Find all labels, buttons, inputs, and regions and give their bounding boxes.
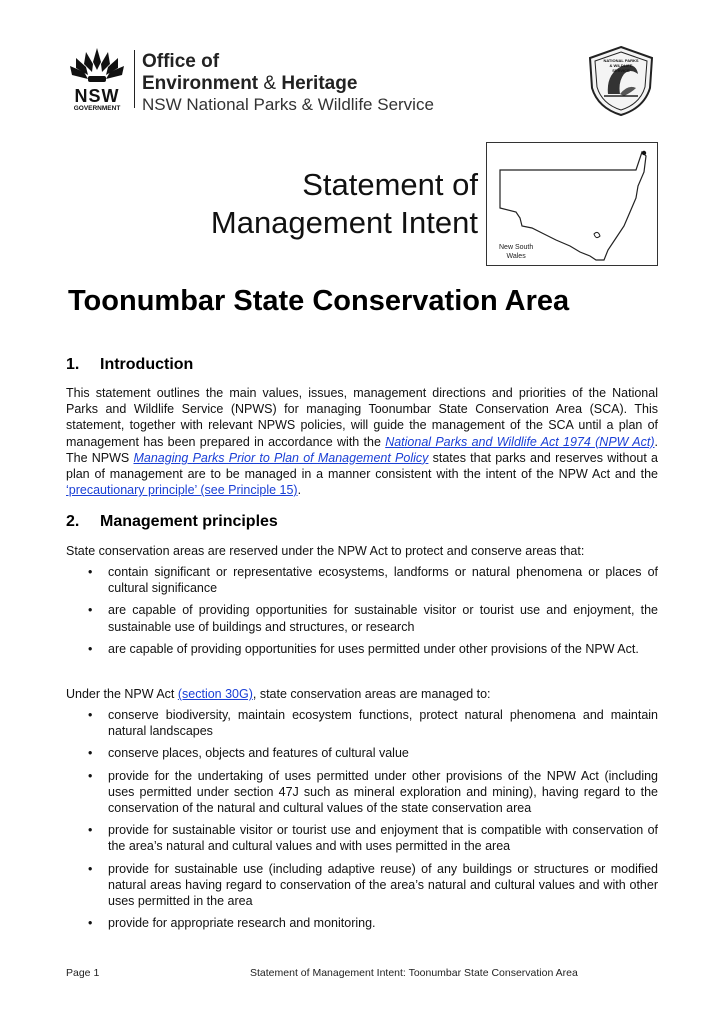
intro-text-1: This statement outlines the main values, issues, management directions and priorities of the National Parks and Wildlife Service (NPWS) for managing Toonumbar State Conservation Area (SCA). This statement, together with relevant NPWS policies, will guide the management of the SCA until a plan of management has been prepared in accordance with the (66, 386, 658, 449)
footer-document-title: Statement of Management Intent: Toonumbar State Conservation Area (250, 967, 578, 979)
npw-act-link[interactable]: National Parks and Wildlife Act 1974 (NPW Act) (385, 434, 655, 449)
org-line1: Office of (142, 51, 220, 72)
introduction-paragraph (66, 385, 658, 498)
map-label (499, 243, 533, 261)
list-item: • provide for appropriate research and monitoring. (86, 915, 658, 931)
document-title: Toonumbar State Conservation Area (68, 285, 570, 317)
section-30g-link[interactable]: (section 30G) (177, 687, 253, 701)
intro-text-3: states that parks and reserves without a plan of management are to be managed in a manner consistent with the intent of the NPW Act and the (66, 450, 658, 482)
org-line2-b: Heritage (281, 73, 358, 94)
gov-logo-text: NSW (74, 86, 120, 106)
managing-parks-policy-link[interactable]: Managing Parks Prior to Plan of Management Policy (133, 450, 429, 465)
org-line2 (142, 73, 442, 95)
list-item: • provide for sustainable visitor or tourist use and enjoyment that is compatible with conservation of the area’s natural and cultural values and with uses permitted in the area (86, 822, 658, 854)
waratah-icon (66, 44, 128, 84)
principles-list-2 (86, 707, 658, 937)
section-number: 2. (66, 513, 80, 530)
list-item: • contain significant or representative ecosystems, landforms or natural phenomena or places of cultural significance (86, 564, 658, 596)
location-marker-icon (642, 151, 646, 155)
statement-title (140, 166, 478, 242)
list-item: • provide for the undertaking of uses permitted under other provisions of the NPW Act (including uses permitted under section 47J such as mineral exploration and mining), having regard to the conservation of the natural and cultural values of the state conservation area (86, 768, 658, 817)
title-line1: Statement of (302, 167, 478, 202)
principles-list-1 (86, 564, 658, 663)
list-item: • provide for sustainable use (including adaptive reuse) of any buildings or structures or modified natural areas having regard to conservation of the area’s natural and cultural values and with other uses permitted in the area (86, 861, 658, 910)
section-heading-text: Introduction (100, 356, 194, 373)
list-item: • are capable of providing opportunities for uses permitted under other provisions of the NPW Act. (86, 641, 658, 657)
intro-text-4: . (297, 483, 302, 498)
footer-page-number: Page 1 (66, 967, 100, 979)
gov-logo-subtext: GOVERNMENT (73, 105, 121, 112)
nsw-government-logo (66, 44, 128, 110)
list-item: • are capable of providing opportunities for sustainable visitor or tourist use and enjoyment, the sustainable use of buildings and structures, or research (86, 602, 658, 634)
org-name-block (142, 51, 442, 115)
org-line3: NSW National Parks & Wildlife Service (142, 95, 434, 114)
precautionary-principle-link[interactable]: ‘precautionary principle’ (see Principle 15) (66, 483, 298, 498)
org-line2-amp: & (263, 73, 277, 94)
intro-text-2: . The NPWS (66, 434, 658, 465)
nsw-location-map (486, 142, 658, 266)
principles-lead-2 (66, 686, 658, 702)
npws-badge (584, 44, 658, 118)
section-number: 1. (66, 356, 80, 373)
list-item: • conserve biodiversity, maintain ecosystem functions, protect natural phenomena and maintain natural landscapes (86, 707, 658, 739)
section-heading-introduction (66, 356, 193, 374)
list-item: • conserve places, objects and features of cultural value (86, 745, 658, 761)
org-line2-a: Environment (142, 73, 259, 94)
section-heading-text: Management principles (100, 513, 278, 530)
npws-badge-text: NATIONAL PARKS & WILDLIFE SERVICE (603, 58, 639, 73)
map-label-line1: New South (499, 244, 534, 251)
title-line2: Management Intent (210, 205, 478, 240)
section-heading-management-principles (66, 513, 278, 531)
map-label-line2: Wales (506, 253, 526, 260)
npws-lyrebird-icon (584, 44, 658, 118)
header-divider (134, 50, 135, 108)
lead2-text-a: Under the NPW Act (66, 687, 178, 701)
principles-lead-1: State conservation areas are reserved under the NPW Act to protect and conserve areas that: (66, 544, 585, 558)
lead2-text-b: , state conservation areas are managed to: (252, 687, 491, 701)
